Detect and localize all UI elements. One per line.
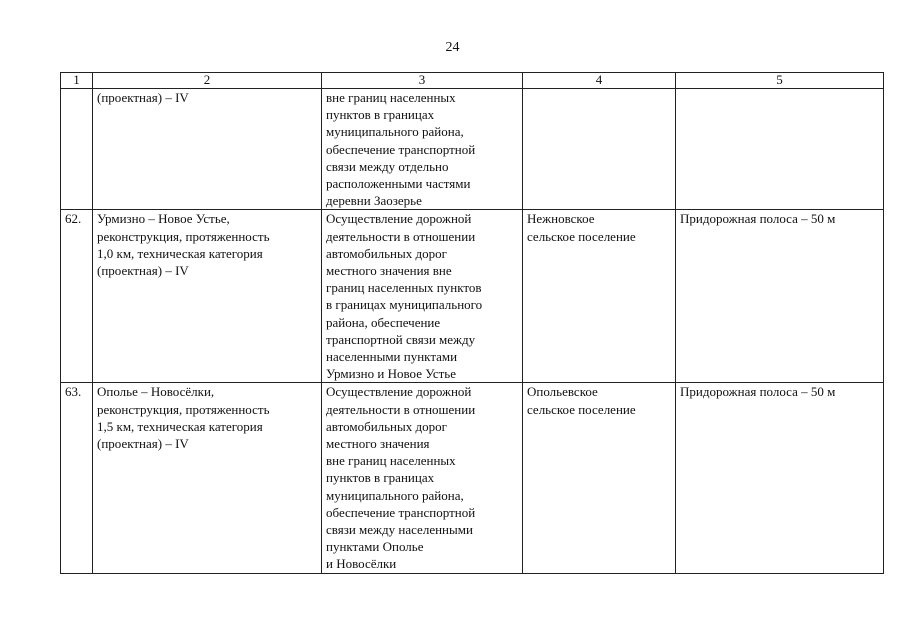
cell-text-line: 1,5 км, техническая категория xyxy=(97,418,263,434)
cell-text-line: муниципального района, xyxy=(326,487,464,503)
cell-text-line: Осуществление дорожной xyxy=(326,384,472,400)
road-description-cell xyxy=(93,89,322,210)
cell-text-line: деятельности в отношении xyxy=(326,228,476,244)
cell-text-line: Урмизно и Новое Устье xyxy=(326,366,457,382)
cell-text-line: Осуществление дорожной xyxy=(326,211,472,227)
cell-text-line: и Новосёлки xyxy=(326,556,397,572)
document-table xyxy=(60,72,884,574)
settlement-cell xyxy=(523,89,676,210)
row-number-cell: 63. xyxy=(61,383,93,573)
cell-text-line: пунктов в границах xyxy=(326,107,435,123)
cell-text-line: обеспечение транспортной xyxy=(326,141,476,157)
cell-text-line: деревни Заозерье xyxy=(326,193,422,209)
cell-text-line: обеспечение транспортной xyxy=(326,504,476,520)
cell-text-line: района, обеспечение xyxy=(326,314,441,330)
cell-text-line: (проектная) – IV xyxy=(97,436,189,452)
table-header-row xyxy=(61,73,884,89)
cell-text-line: границ населенных пунктов xyxy=(326,280,482,296)
cell-text-line: связи между отдельно xyxy=(326,158,449,174)
cell-text-line: (проектная) – IV xyxy=(97,263,189,279)
road-description-cell xyxy=(93,210,322,383)
cell-text-line: сельское поселение xyxy=(527,401,636,417)
cell-text-line: вне границ населенных xyxy=(326,90,456,105)
column-header-2: 2 xyxy=(93,73,322,89)
zone-cell xyxy=(676,89,884,210)
cell-text-line: реконструкция, протяженность xyxy=(97,228,270,244)
zone-cell xyxy=(676,210,884,383)
purpose-cell xyxy=(322,210,523,383)
settlement-cell xyxy=(523,210,676,383)
cell-text-line: пунктов в границах xyxy=(326,470,435,486)
cell-text-line: (проектная) – IV xyxy=(97,90,189,105)
purpose-cell xyxy=(322,383,523,573)
cell-text-line: деятельности в отношении xyxy=(326,401,476,417)
column-header-3: 3 xyxy=(322,73,523,89)
cell-text-line: муниципального района, xyxy=(326,124,464,140)
cell-text-line: 1,0 км, техническая категория xyxy=(97,245,263,261)
road-description-cell xyxy=(93,383,322,573)
cell-text-line: Нежновское xyxy=(527,211,595,227)
cell-text-line: автомобильных дорог xyxy=(326,418,447,434)
cell-text-line: местного значения вне xyxy=(326,263,452,279)
cell-text-line: расположенными частями xyxy=(326,176,471,192)
table-row xyxy=(61,383,884,573)
table-row xyxy=(61,89,884,210)
column-header-5: 5 xyxy=(676,73,884,89)
row-number-cell: 62. xyxy=(61,210,93,383)
row-number-cell xyxy=(61,89,93,210)
cell-text-line: Придорожная полоса – 50 м xyxy=(680,211,836,227)
cell-text-line: связи между населенными xyxy=(326,522,473,538)
cell-text-line: местного значения xyxy=(326,436,430,452)
cell-text-line: Ополье – Новосёлки, xyxy=(97,384,215,400)
zone-cell xyxy=(676,383,884,573)
cell-text-line: вне границ населенных xyxy=(326,453,456,469)
cell-text-line: пунктами Ополье xyxy=(326,539,424,555)
settlement-cell xyxy=(523,383,676,573)
cell-text-line: автомобильных дорог xyxy=(326,245,447,261)
cell-text-line: в границах муниципального xyxy=(326,297,483,313)
cell-text-line: реконструкция, протяженность xyxy=(97,401,270,417)
cell-text-line: Придорожная полоса – 50 м xyxy=(680,384,836,400)
cell-text-line: транспортной связи между xyxy=(326,331,476,347)
cell-text-line: Урмизно – Новое Устье, xyxy=(97,211,230,227)
cell-text-line: Опольевское xyxy=(527,384,598,400)
page-number: 24 xyxy=(445,40,460,55)
purpose-cell xyxy=(322,89,523,210)
column-header-1: 1 xyxy=(61,73,93,89)
column-header-4: 4 xyxy=(523,73,676,89)
cell-text-line: населенными пунктами xyxy=(326,349,458,365)
cell-text-line: сельское поселение xyxy=(527,228,636,244)
table-row xyxy=(61,210,884,383)
